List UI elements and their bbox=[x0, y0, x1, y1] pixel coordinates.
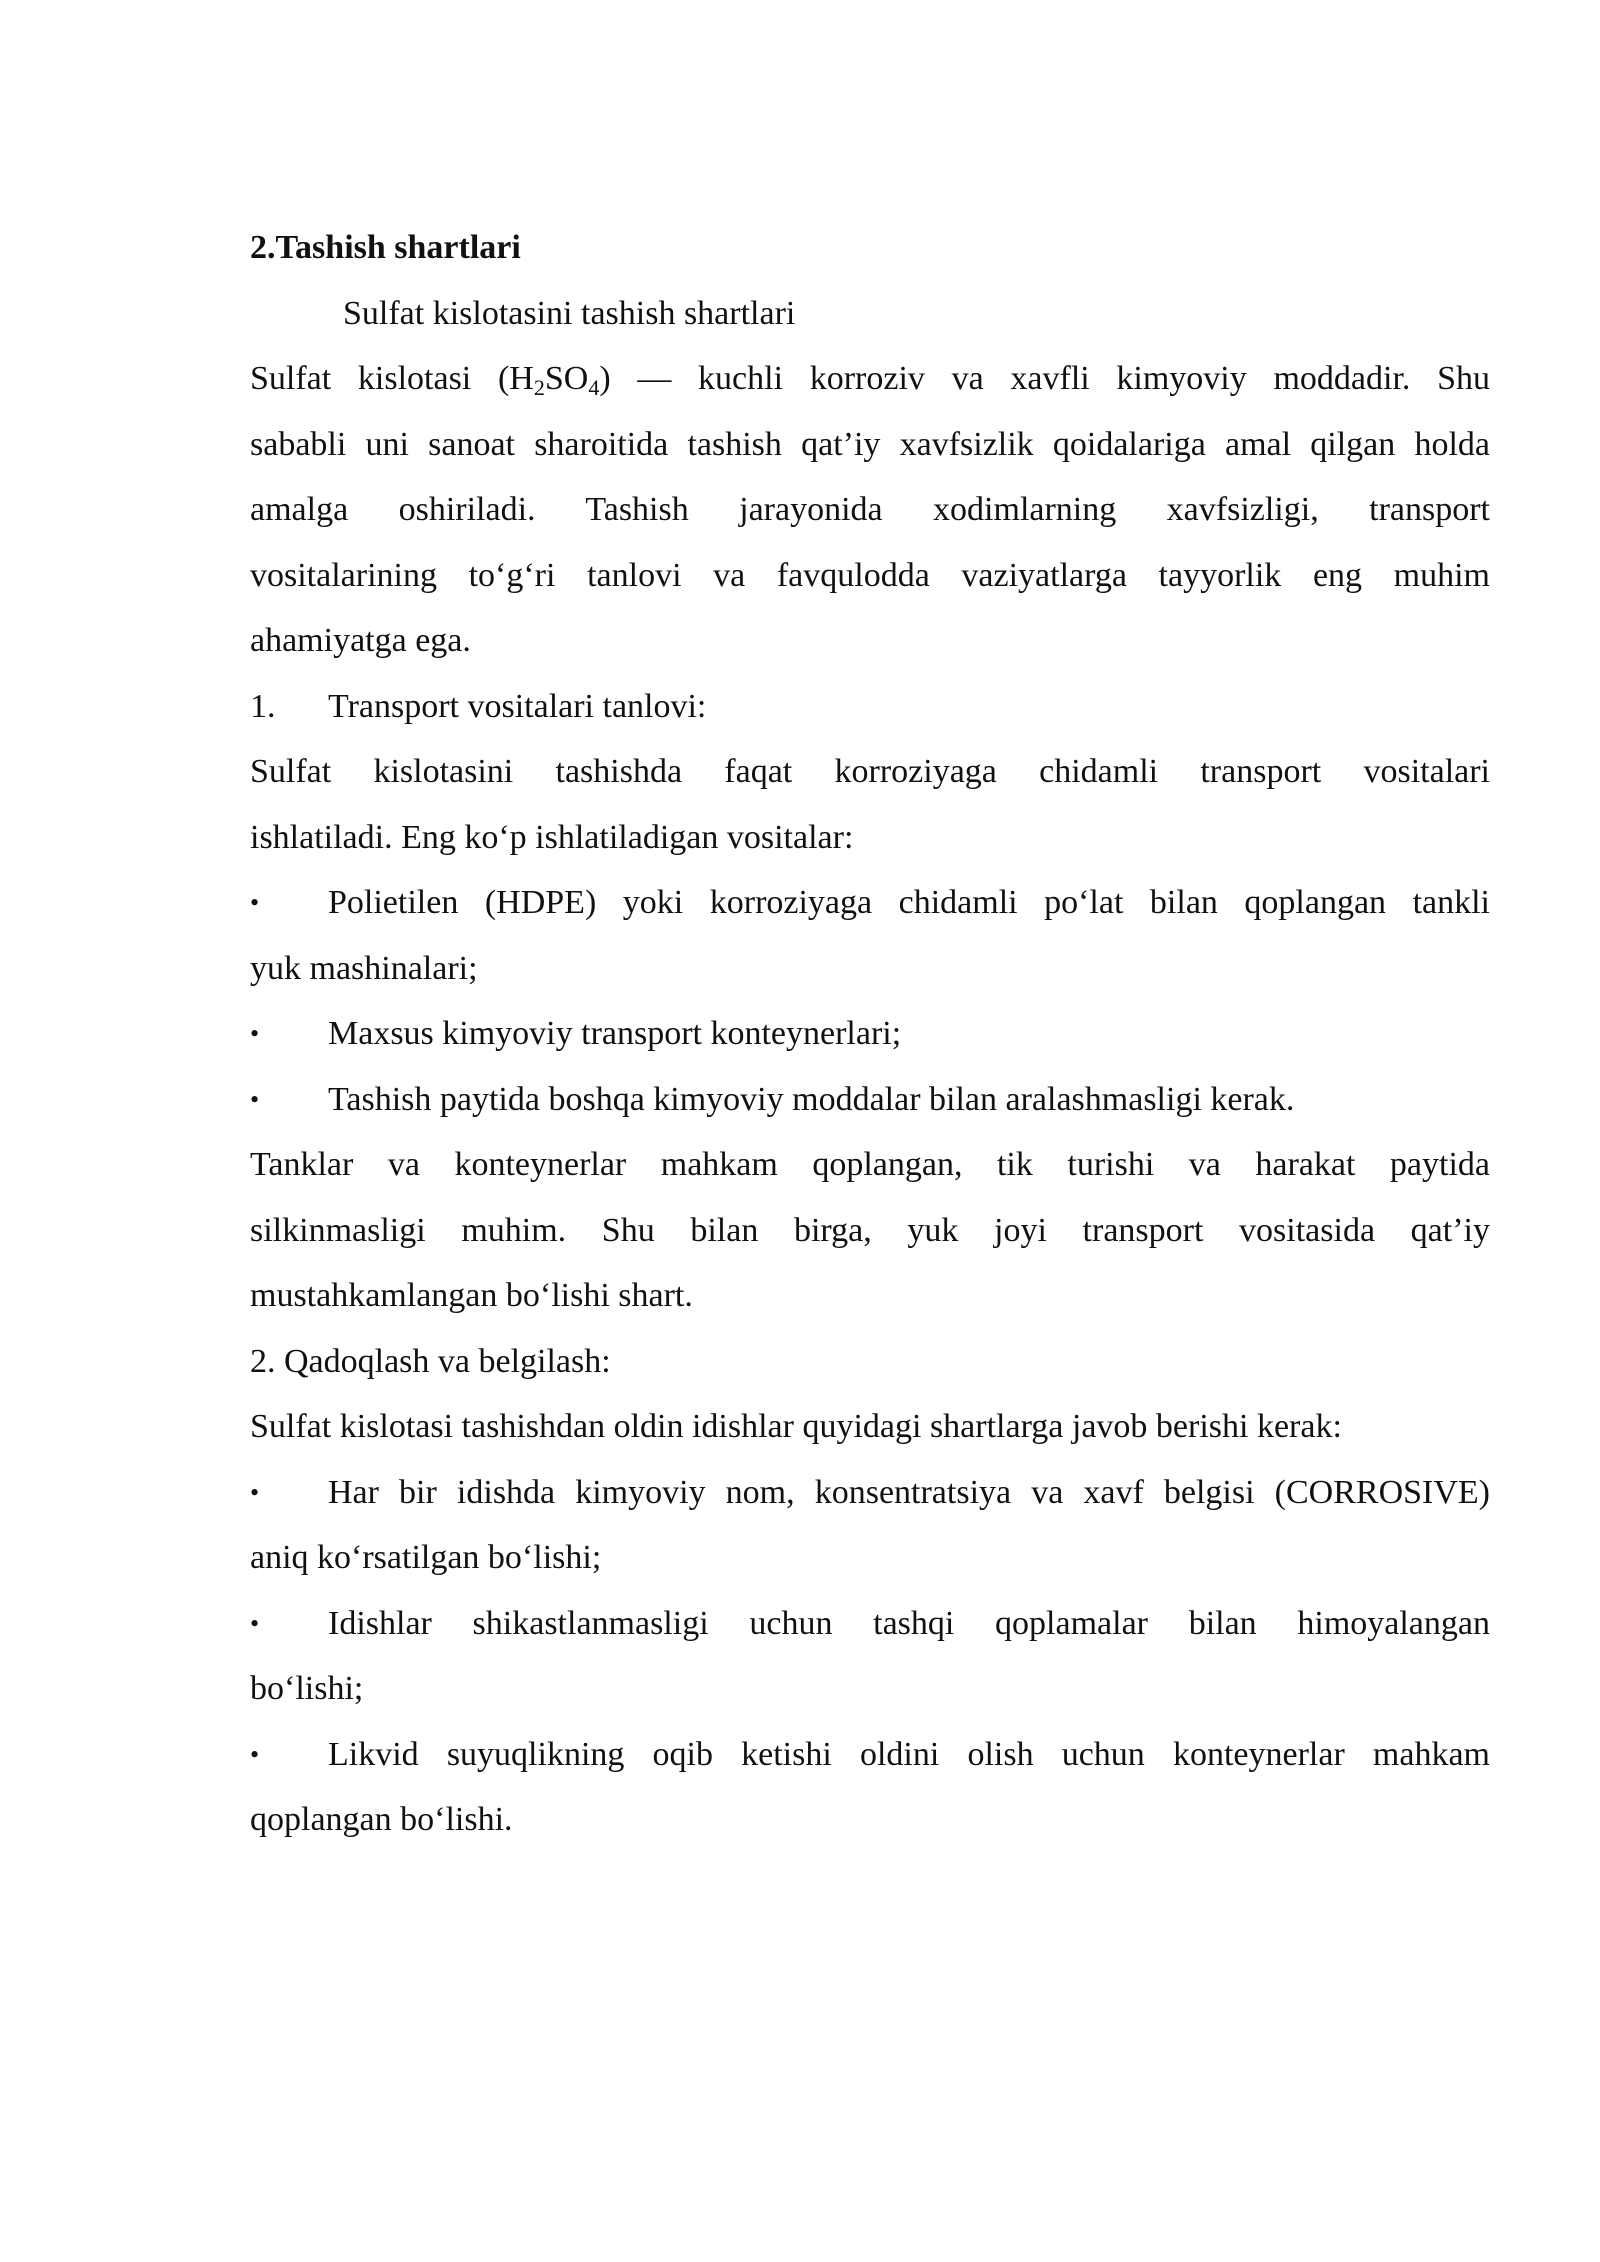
section1-after-line-2: silkinmasligi muhim. Shu bilan birga, yuk joyi transport vositasida qat’iy bbox=[250, 1211, 1490, 1249]
bullet-icon: • bbox=[250, 1019, 260, 1048]
section1-para-line-2: ishlatiladi. Eng ko‘p ishlatiladigan vositalar: bbox=[250, 818, 854, 856]
list-item-continuation: bo‘lishi; bbox=[250, 1670, 364, 1707]
list-item bbox=[250, 1460, 1490, 1526]
subscript-2: 2 bbox=[533, 375, 545, 400]
list-item bbox=[250, 1067, 1490, 1133]
bullet-icon: • bbox=[250, 1084, 260, 1114]
section1-number: 1. bbox=[250, 687, 276, 725]
subscript-4: 4 bbox=[588, 375, 600, 400]
list-item bbox=[250, 1722, 1490, 1788]
intro-line-2: sababli uni sanoat sharoitida tashish qat’iy xavfsizlik qoidalariga amal qilgan holda bbox=[250, 425, 1490, 463]
list-item-text: Polietilen (HDPE) yoki korroziyaga chidamli po‘lat bilan qoplangan tankli bbox=[328, 884, 1490, 921]
document-page bbox=[250, 215, 1490, 1853]
intro-line-1 bbox=[250, 346, 1490, 412]
list-item bbox=[250, 1001, 1490, 1067]
section1-title-row bbox=[250, 674, 1490, 740]
bullet-icon: • bbox=[250, 888, 260, 917]
intro-line-3: amalga oshiriladi. Tashish jarayonida xodimlarning xavfsizligi, transport bbox=[250, 491, 1490, 528]
section1-title: Transport vositalari tanlovi: bbox=[328, 687, 707, 725]
bullet-icon: • bbox=[250, 1608, 260, 1638]
list-item-continuation: qoplangan bo‘lishi. bbox=[250, 1801, 513, 1838]
section1-after-line-1: Tanklar va konteynerlar mahkam qoplangan, tik turishi va harakat paytida bbox=[250, 1146, 1490, 1183]
list-item bbox=[250, 870, 1490, 936]
section2-title: 2. Qadoqlash va belgilash: bbox=[250, 1342, 611, 1380]
intro-text-b: SO bbox=[544, 360, 589, 397]
list-item-text: Maxsus kimyoviy transport konteynerlari; bbox=[328, 1015, 902, 1052]
section1-after-line-3: mustahkamlangan bo‘lishi shart. bbox=[250, 1277, 693, 1314]
section2-intro: Sulfat kislotasi tashishdan oldin idishlar quyidagi shartlarga javob berishi kerak: bbox=[250, 1408, 1342, 1445]
list-item-continuation: aniq ko‘rsatilgan bo‘lishi; bbox=[250, 1539, 602, 1576]
list-item-text: Idishlar shikastlanmasligi uchun tashqi qoplamalar bilan himoyalangan bbox=[328, 1604, 1490, 1642]
list-item bbox=[250, 1591, 1490, 1657]
intro-text-a: Sulfat kislotasi (H bbox=[250, 360, 534, 397]
list-item-text: Har bir idishda kimyoviy nom, konsentratsiya va xavf belgisi (CORROSIVE) bbox=[328, 1473, 1490, 1511]
bullet-icon: • bbox=[250, 1477, 260, 1507]
section1-para-line-1: Sulfat kislotasini tashishda faqat korroziyaga chidamli transport vositalari bbox=[250, 753, 1490, 790]
bullet-icon: • bbox=[250, 1739, 260, 1769]
list-item-text: Tashish paytida boshqa kimyoviy moddalar bilan aralashmasligi kerak. bbox=[328, 1080, 1295, 1118]
document-subtitle: Sulfat kislotasini tashish shartlari bbox=[343, 294, 796, 332]
intro-text-c: ) — kuchli korroziv va xavfli kimyoviy moddadir. Shu bbox=[599, 360, 1490, 397]
intro-line-4: vositalarining to‘g‘ri tanlovi va favqulodda vaziyatlarga tayyorlik eng muhim bbox=[250, 556, 1490, 594]
list-item-text: Likvid suyuqlikning oqib ketishi oldini olish uchun konteynerlar mahkam bbox=[328, 1735, 1490, 1773]
section-heading: 2.Tashish shartlari bbox=[250, 229, 521, 266]
list-item-continuation: yuk mashinalari; bbox=[250, 949, 478, 987]
intro-line-5: ahamiyatga ega. bbox=[250, 622, 471, 659]
